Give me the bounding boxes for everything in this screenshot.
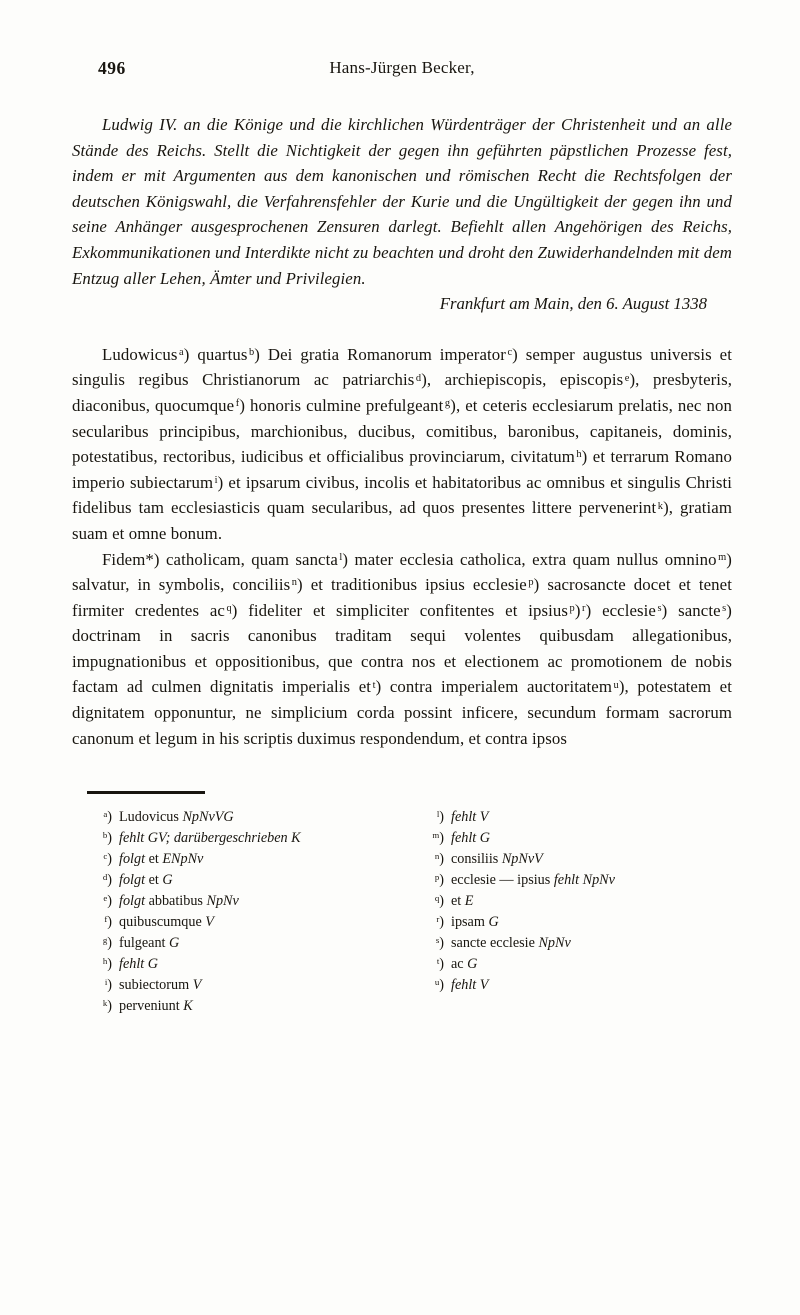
regest-section	[72, 112, 732, 317]
apparatus-mark: b	[248, 347, 255, 359]
footnote-entry	[404, 933, 732, 954]
apparatus-mark: g	[444, 398, 451, 410]
footnote-entry	[404, 807, 732, 828]
apparatus-mark: n	[291, 577, 298, 589]
footnote-entry	[404, 954, 732, 975]
apparatus-mark: e	[624, 372, 630, 384]
footnote-text: quibuscumque V	[119, 914, 214, 931]
footnote-text: Ludovicus NpNvVG	[119, 809, 234, 826]
footnote-marker: $^q$)	[434, 893, 444, 910]
footnote-text: subiectorum V	[119, 977, 202, 994]
apparatus-mark: s	[657, 603, 662, 615]
footnote-text: folgt et ENpNv	[119, 851, 204, 868]
footnote-entry	[72, 996, 404, 1017]
footnote-separator-rule	[87, 791, 205, 794]
footnote-marker: $^u$)	[434, 977, 444, 994]
footnote-entry	[72, 975, 404, 996]
footnote-entry	[72, 870, 404, 891]
running-head: Hans-Jürgen Becker,	[329, 58, 475, 77]
footnote-entry	[72, 807, 404, 828]
footnote-marker: $^b$)	[102, 830, 112, 847]
apparatus-mark: u	[613, 679, 619, 691]
apparatus-mark: p	[569, 603, 575, 615]
footnote-marker: $^e$)	[103, 893, 112, 910]
page-number: 496	[98, 58, 126, 78]
apparatus-mark: s	[722, 603, 727, 615]
footnote-marker: $^d$)	[102, 872, 112, 889]
footnotes-left-column	[72, 807, 404, 1017]
footnote-entry	[404, 912, 732, 933]
footnote-marker: $^k$)	[102, 998, 112, 1015]
apparatus-mark: k	[657, 500, 664, 512]
footnotes-right-column	[404, 807, 732, 1017]
footnote-marker: $^c$)	[103, 851, 112, 868]
footnote-text: sancte ecclesie NpNv	[451, 935, 571, 952]
footnote-marker: $^n$)	[434, 851, 444, 868]
footnote-entry	[404, 975, 732, 996]
page-header	[72, 58, 732, 82]
footnote-marker: $^r$)	[436, 914, 444, 931]
footnote-marker: $^a$)	[103, 809, 112, 826]
document-text	[72, 342, 732, 752]
footnote-entry	[404, 828, 732, 849]
apparatus-mark: l	[339, 551, 343, 563]
footnote-entry	[72, 891, 404, 912]
footnote-marker: $^t$)	[436, 956, 444, 973]
apparatus-mark: t	[372, 679, 376, 691]
apparatus-mark: r	[582, 603, 586, 615]
footnote-entry	[72, 828, 404, 849]
footnote-entry	[404, 849, 732, 870]
footnote-entry	[404, 870, 732, 891]
footnote-text: fehlt V	[451, 809, 489, 826]
dateline: Frankfurt am Main, den 6. August 1338	[439, 294, 707, 314]
footnote-entry	[72, 912, 404, 933]
footnote-text: ipsam G	[451, 914, 499, 931]
apparatus-mark: p	[528, 577, 534, 589]
apparatus-mark: h	[576, 449, 582, 461]
footnote-text: fulgeant G	[119, 935, 180, 952]
footnote-marker: $^f$)	[104, 914, 112, 931]
apparatus-mark: q	[226, 603, 232, 615]
footnote-text: fehlt G	[119, 956, 159, 973]
apparatus-mark: c	[507, 347, 513, 359]
footnote-entry	[72, 954, 404, 975]
footnote-text: et E	[451, 893, 474, 910]
footnote-marker: $^m$)	[432, 830, 444, 847]
apparatus-mark: i	[214, 475, 218, 487]
footnote-text: fehlt V	[451, 977, 489, 994]
footnote-marker: $^i$)	[104, 977, 112, 994]
apparatus-mark: m	[718, 551, 727, 563]
footnote-entry	[72, 933, 404, 954]
footnote-text: consiliis NpNvV	[451, 851, 543, 868]
regest-summary: Ludwig IV. an die Könige und die kirchlichen Würdenträger der Christenheit und an alle Stände des Reichs. Stellt die Nichtigkeit der gegen ihn geführten päpstlichen Prozesse fest, indem er mit Argumenten aus dem kanonischen und römischen Recht die Rechtsfolgen der deutschen Königswahl, die Verfahrensfehler der Kurie und die Ungültigkeit der gegen ihn und seine Anhänger ausgesprochenen Zensuren darlegt. Befiehlt allen Angehörigen des Reichs, Exkommunikationen und Interdikte nicht zu beachten und droht den Zuwiderhandelnden mit dem Entzug aller Lehen, Ämter und Privilegien.	[72, 115, 732, 288]
apparatus-mark: a	[178, 347, 184, 359]
footnote-marker: $^l$)	[436, 809, 444, 826]
footnote-marker: $^g$)	[102, 935, 112, 952]
latin-paragraph-1: Ludowicus $^a$) quartus $^b$) Dei gratia Romanorum imperator $^c$) semper augustus universis et singulis regibus Christianorum ac patriarchis $^d$), archiepiscopis, episcopis $^e$), presbyteris, diaconibus, quocumque $^f$) honoris culmine prefulgeant $^g$), et ceteris ecclesiarum prelatis, nec non secularibus principibus, marchionibus, ducibus, comitibus, baronibus, capitaneis, dominis, potestatibus, rectoribus, iudicibus et officialibus provinciarum, civitatum $^h$) et terrarum Romano imperio subiectarum $^i$) et ipsarum civibus, incolis et habitatoribus ac omnibus et singulis Christi fidelibus tam ecclesiasticis quam secularibus, ad quos presentes littere pervenerint $^k$), gratiam suam et omne bonum.	[72, 344, 733, 543]
footnote-entry	[404, 891, 732, 912]
footnote-text: folgt et G	[119, 872, 173, 889]
footnote-text: fehlt GV; darübergeschrieben K	[119, 830, 301, 847]
apparatus-mark: f	[235, 398, 240, 410]
footnote-entry	[72, 849, 404, 870]
footnote-marker: $^h$)	[102, 956, 112, 973]
latin-paragraph-2: Fidem*) catholicam, quam sancta $^l$) mater ecclesia catholica, extra quam nullus omnino $^m$) salvatur, in symbolis, conciliis $^n$) et traditionibus ipsius ecclesie $^p$) sacrosancte docet et tenet firmiter credentes ac $^q$) fideliter et simpliciter confitentes et ipsius $^p$) $^r$) ecclesie $^s$) sancte $^s$) doctrinam in sacris canonibus traditam sequi volentes quibusdam allegationibus, impugnationibus et oppositionibus, que contra nos et electionem ac promotionem de nobis factam ad culmen dignitatis imperialis et $^t$) contra imperialem auctoritatem $^u$), potestatem et dignitatem opponuntur, ne simplicium corda possint inficere, secundum formam sacrorum canonum et legum in his scriptis duximus respondendum, et contra ipsos	[72, 549, 732, 748]
critical-apparatus	[72, 807, 732, 1017]
footnote-text: perveniunt K	[119, 998, 193, 1015]
footnote-text: ac G	[451, 956, 478, 973]
apparatus-mark: d	[415, 372, 422, 384]
footnote-text: fehlt G	[451, 830, 491, 847]
footnote-text: folgt abbatibus NpNv	[119, 893, 239, 910]
footnote-text: ecclesie — ipsius fehlt NpNv	[451, 872, 615, 889]
footnote-marker: $^p$)	[434, 872, 444, 889]
footnote-marker: $^s$)	[435, 935, 444, 952]
